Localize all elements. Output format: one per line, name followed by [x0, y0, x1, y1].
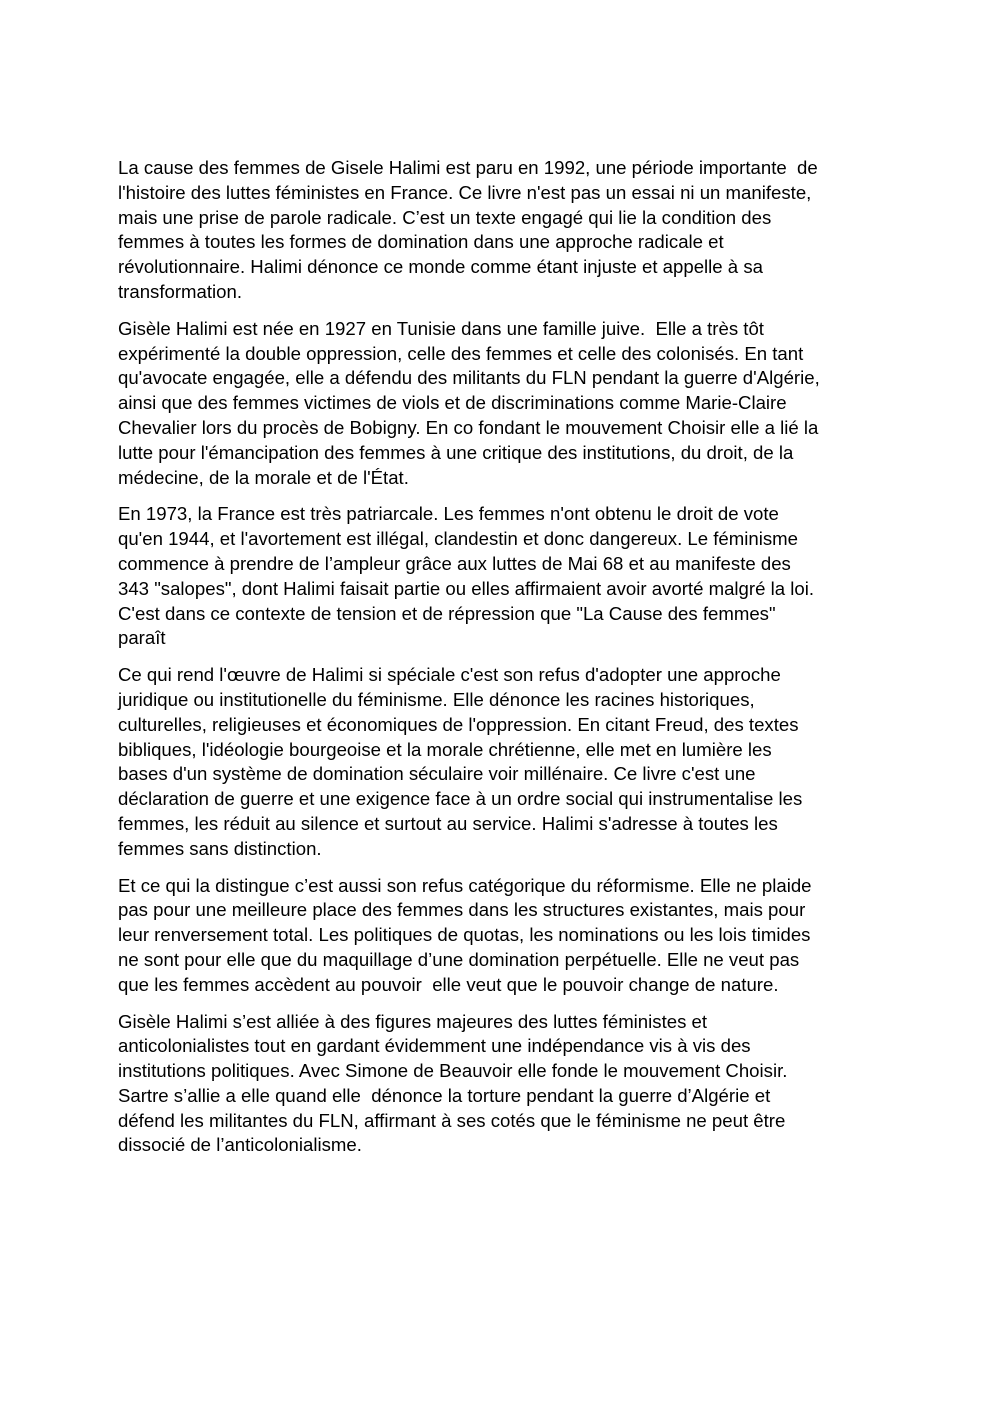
text-line: femmes à toutes les formes de domination dans une approche radicale et	[118, 231, 724, 253]
document-body	[118, 156, 878, 1170]
text-line: 343 "salopes", dont Halimi faisait partie ou elles affirmaient avoir avorté malgré la loi.	[118, 577, 815, 599]
paragraph-3	[118, 502, 878, 651]
text-line: culturelles, religieuses et économiques de l'oppression. En citant Freud, des textes	[118, 713, 799, 735]
text-line: La cause des femmes de Gisele Halimi est paru en 1992, une période importante de	[118, 157, 818, 178]
text-line: qu'avocate engagée, elle a défendu des militants du FLN pendant la guerre d'Algérie,	[118, 367, 820, 389]
paragraph-2	[118, 317, 878, 491]
text-line: dissocié de l’anticolonialisme.	[118, 1134, 362, 1156]
text-line: transformation.	[118, 280, 243, 302]
text-line: qu'en 1944, et l'avortement est illégal, clandestin et donc dangereux. Le féminisme	[118, 528, 798, 550]
text-line: En 1973, la France est très patriarcale. Les femmes n'ont obtenu le droit de vote	[118, 503, 779, 525]
text-line: femmes, les réduit au silence et surtout au service. Halimi s'adresse à toutes les	[118, 812, 778, 834]
paragraph-1	[118, 156, 878, 305]
text-line: femmes sans distinction.	[118, 837, 322, 859]
text-line: révolutionnaire. Halimi dénonce ce monde comme étant injuste et appelle à sa	[118, 256, 763, 278]
text-line: expérimenté la double oppression, celle des femmes et celle des colonisés. En tant	[118, 342, 804, 364]
text-line: mais une prise de parole radicale. C’est un texte engagé qui lie la condition des	[118, 206, 772, 228]
text-line: Sartre s’allie a elle quand elle dénonce la torture pendant la guerre d’Algérie et	[118, 1084, 771, 1106]
text-line: Et ce qui la distingue c’est aussi son refus catégorique du réformisme. Elle ne plaide	[118, 874, 812, 896]
text-line: lutte pour l'émancipation des femmes à une critique des institutions, du droit, de la	[118, 441, 794, 463]
text-line: pas pour une meilleure place des femmes dans les structures existantes, mais pour	[118, 899, 806, 921]
text-line: que les femmes accèdent au pouvoir elle veut que le pouvoir change de nature.	[118, 973, 779, 995]
text-line: juridique ou institutionelle du féminisme. Elle dénonce les racines historiques,	[118, 688, 755, 710]
text-line: médecine, de la morale et de l'État.	[118, 466, 409, 488]
text-line: Gisèle Halimi s’est alliée à des figures majeures des luttes féministes et	[118, 1010, 708, 1032]
text-line: C'est dans ce contexte de tension et de répression que "La Cause des femmes"	[118, 602, 776, 624]
text-line: anticolonialistes tout en gardant évidemment une indépendance vis à vis des	[118, 1035, 751, 1057]
paragraph-4	[118, 663, 878, 861]
text-line: commence à prendre de l’ampleur grâce aux luttes de Mai 68 et au manifeste des	[118, 552, 791, 574]
text-line: Gisèle Halimi est née en 1927 en Tunisie dans une famille juive. Elle a très tôt	[118, 317, 764, 339]
text-line: défend les militantes du FLN, affirmant à ses cotés que le féminisme ne peut être	[118, 1109, 786, 1131]
text-line: bibliques, l'idéologie bourgeoise et la morale chrétienne, elle met en lumière les	[118, 738, 772, 760]
text-line: paraît	[118, 627, 166, 649]
paragraph-5	[118, 874, 878, 998]
text-line: bases d'un système de domination séculaire voir millénaire. Ce livre c'est une	[118, 763, 756, 785]
paragraph-6	[118, 1010, 878, 1159]
text-line: l'histoire des luttes féministes en France. Ce livre n'est pas un essai ni un manifeste,	[118, 181, 812, 203]
text-line: ne sont pour elle que du maquillage d’une domination perpétuelle. Elle ne veut pas	[118, 948, 800, 970]
text-line: institutions politiques. Avec Simone de Beauvoir elle fonde le mouvement Choisir.	[118, 1060, 788, 1082]
text-line: Chevalier lors du procès de Bobigny. En co fondant le mouvement Choisir elle a lié la	[118, 416, 819, 438]
text-line: ainsi que des femmes victimes de viols et de discriminations comme Marie-Claire	[118, 392, 787, 414]
text-line: leur renversement total. Les politiques de quotas, les nominations ou les lois timides	[118, 924, 811, 946]
text-line: déclaration de guerre et une exigence face à un ordre social qui instrumentalise les	[118, 788, 803, 810]
text-line: Ce qui rend l'œuvre de Halimi si spéciale c'est son refus d'adopter une approche	[118, 664, 781, 686]
